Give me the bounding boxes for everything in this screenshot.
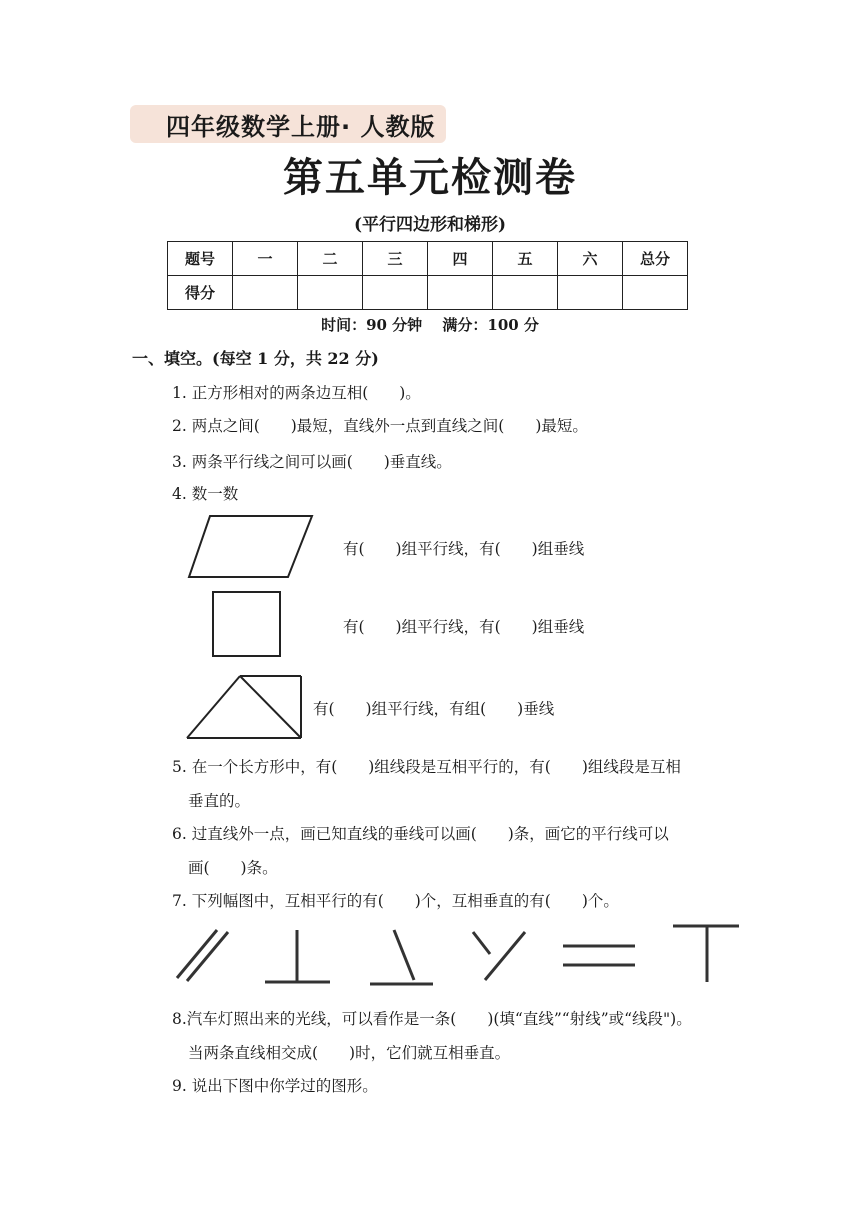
section-heading: 一、填空。(每空 1 分，共 22 分) xyxy=(132,349,379,368)
score-cell: 三 xyxy=(363,242,428,276)
question-8-line1: 8.汽车灯照出来的光线，可以看作是一条( )(填“直线”“射线”或“线段")。 xyxy=(172,1010,692,1028)
score-input-cell[interactable] xyxy=(363,276,428,310)
score-cell: 题号 xyxy=(168,242,233,276)
score-input-cell[interactable] xyxy=(428,276,493,310)
score-input-cell[interactable] xyxy=(233,276,298,310)
score-table xyxy=(167,241,688,310)
page-title: 第五单元检测卷 xyxy=(283,155,577,201)
parallelogram-figure xyxy=(184,512,316,582)
question-5-line2: 垂直的。 xyxy=(188,792,251,810)
question-4: 4. 数一数 xyxy=(172,485,239,503)
question-4b: 有( )组平行线，有( )组垂线 xyxy=(343,618,585,636)
score-table-score-row xyxy=(168,276,688,310)
score-input-cell[interactable] xyxy=(623,276,688,310)
grade-tag xyxy=(130,105,446,143)
score-cell: 二 xyxy=(298,242,363,276)
question-3: 3. 两条平行线之间可以画( )垂直线。 xyxy=(172,453,452,471)
score-cell: 六 xyxy=(558,242,623,276)
question-8-line2: 当两条直线相交成( )时，它们就互相垂直。 xyxy=(188,1044,511,1062)
grade-tag-text: 四年级数学上册· 人教版 xyxy=(166,113,436,141)
question-7: 7. 下列幅图中，互相平行的有( )个，互相垂直的有( )个。 xyxy=(172,892,619,910)
score-input-cell[interactable] xyxy=(493,276,558,310)
question-9: 9. 说出下图中你学过的图形。 xyxy=(172,1077,378,1095)
question-1: 1. 正方形相对的两条边互相( )。 xyxy=(172,384,421,402)
square-figure xyxy=(210,589,286,659)
score-cell: 四 xyxy=(428,242,493,276)
score-cell: 一 xyxy=(233,242,298,276)
triangle-rectangle-figure xyxy=(183,672,307,742)
score-cell: 五 xyxy=(493,242,558,276)
score-label-cell: 得分 xyxy=(168,276,233,310)
page-subtitle: (平行四边形和梯形) xyxy=(353,215,507,235)
time-info: 时间：90 分钟 满分：100 分 xyxy=(321,316,539,334)
score-cell: 总分 xyxy=(623,242,688,276)
score-input-cell[interactable] xyxy=(558,276,623,310)
line-pairs-figure xyxy=(165,918,750,990)
question-6-line2: 画( )条。 xyxy=(188,859,278,877)
question-4a: 有( )组平行线，有( )组垂线 xyxy=(343,540,585,558)
score-input-cell[interactable] xyxy=(298,276,363,310)
question-2: 2. 两点之间( )最短，直线外一点到直线之间( )最短。 xyxy=(172,417,588,435)
question-5-line1: 5. 在一个长方形中，有( )组线段是互相平行的，有( )组线段是互相 xyxy=(172,758,681,776)
question-4c: 有( )组平行线，有组( )垂线 xyxy=(313,700,555,718)
question-6-line1: 6. 过直线外一点，画已知直线的垂线可以画( )条，画它的平行线可以 xyxy=(172,825,669,843)
score-table-header-row xyxy=(168,242,688,276)
